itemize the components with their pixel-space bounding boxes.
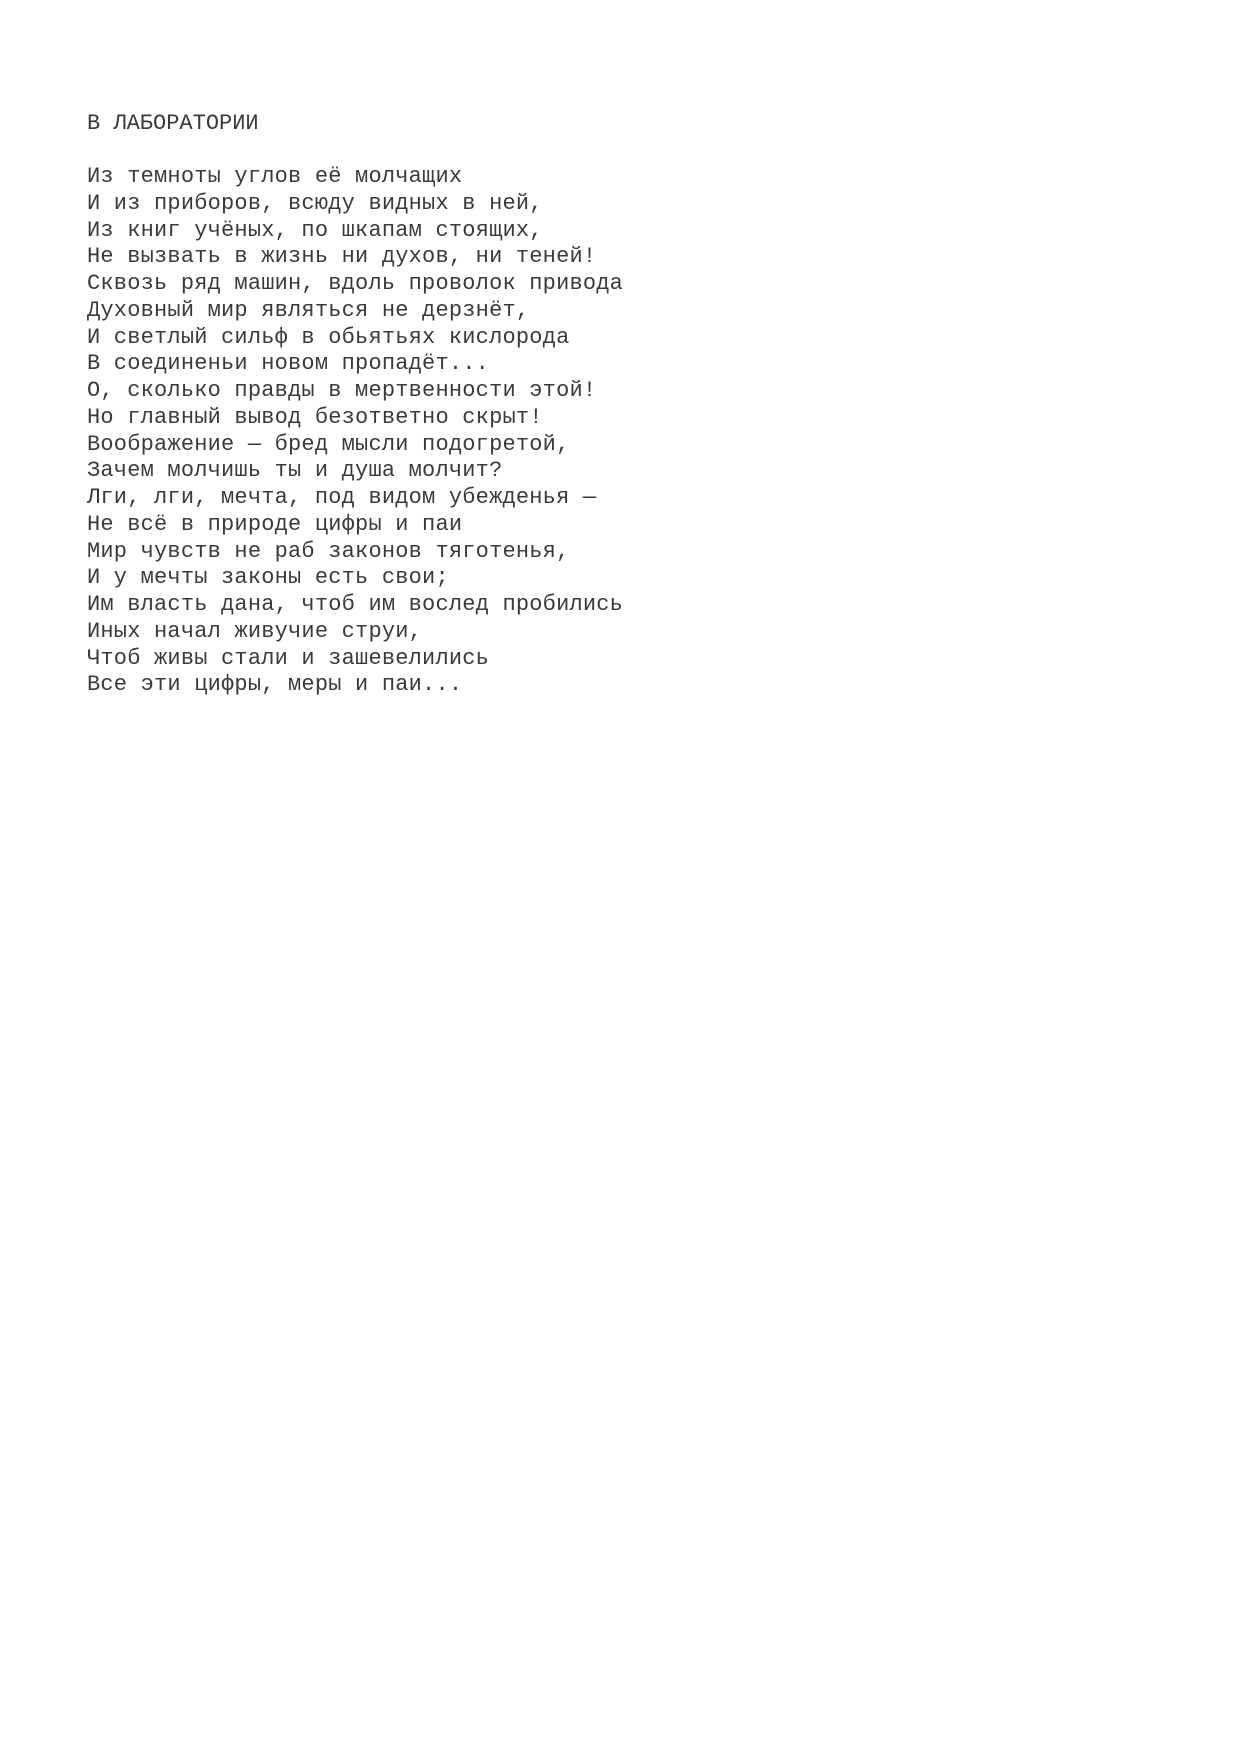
poem-line: Лги, лги, мечта, под видом убежденья — — [87, 485, 597, 510]
poem-title: В ЛАБОРАТОРИИ — [87, 111, 259, 136]
poem-line: Чтоб живы стали и зашевелились — [87, 645, 490, 671]
poem-line: И из приборов, всюду видных в ней, — [87, 190, 543, 216]
poem-line: Не вызвать в жизнь ни духов, ни теней! — [87, 244, 597, 270]
poem-line: Из темноты углов её молчащих — [87, 164, 463, 189]
poem-line: Им власть дана, чтоб им вослед пробились — [87, 592, 624, 617]
poem-line: Иных начал живучие струи, — [87, 618, 423, 644]
poem-line: Духовный мир являться не дерзнёт, — [87, 297, 530, 323]
poem-line: В соединеньи новом пропадёт... — [87, 351, 490, 377]
poem-line: И светлый сильф в обьятьях кислорода — [87, 324, 570, 350]
poem-line: Воображение — бред мысли подогретой, — [87, 431, 570, 457]
poem-line: Не всё в природе цифры и паи — [87, 511, 463, 537]
poem-line: И у мечты законы есть свои; — [87, 565, 449, 591]
poem-line: Сквозь ряд машин, вдоль проволок привода — [87, 271, 624, 296]
poem-line: Из книг учёных, по шкапам стоящих, — [87, 217, 543, 243]
poem-line: Мир чувств не раб законов тяготенья, — [87, 538, 570, 564]
poem-line: О, сколько правды в мертвенности этой! — [87, 378, 597, 403]
poem-line: Зачем молчишь ты и душа молчит? — [87, 458, 503, 484]
poem-body — [87, 164, 623, 699]
poem-line: Но главный вывод безответно скрыт! — [87, 404, 543, 430]
poem-line: Все эти цифры, меры и паи... — [87, 672, 463, 698]
